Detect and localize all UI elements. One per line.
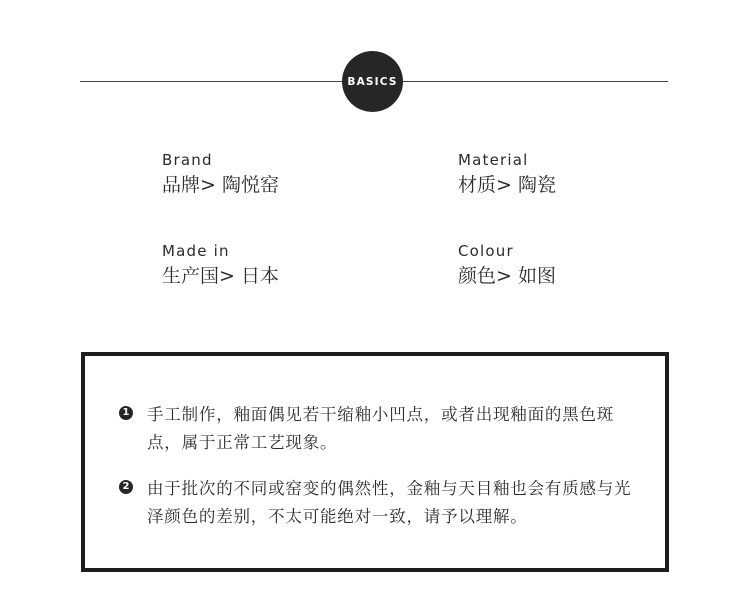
spec-brand-label: Brand bbox=[162, 151, 213, 169]
spec-colour-label: Colour bbox=[458, 242, 514, 260]
spec-material bbox=[458, 151, 556, 196]
notice-box bbox=[81, 352, 669, 572]
notice-item bbox=[119, 401, 639, 457]
spec-made-in-value: 生产国> 日本 bbox=[162, 265, 279, 287]
notice-item bbox=[119, 475, 639, 531]
spec-brand-value: 品牌> 陶悦窑 bbox=[162, 174, 279, 196]
basics-badge-label: BASICS bbox=[347, 75, 398, 88]
notice-item-text: 由于批次的不同或窑变的偶然性，金釉与天目釉也会有质感与光泽颜色的差别，不太可能绝对一致，请予以理解。 bbox=[147, 479, 632, 526]
spec-made-in bbox=[162, 242, 279, 287]
notice-item-text: 手工制作，釉面偶见若干缩釉小凹点，或者出现釉面的黑色斑点，属于正常工艺现象。 bbox=[147, 405, 615, 452]
spec-colour bbox=[458, 242, 556, 287]
spec-material-value: 材质> 陶瓷 bbox=[458, 174, 556, 196]
basics-badge bbox=[342, 51, 403, 112]
spec-material-label: Material bbox=[458, 151, 529, 169]
number-one-icon: 1 bbox=[119, 406, 133, 420]
spec-brand bbox=[162, 151, 279, 196]
spec-made-in-label: Made in bbox=[162, 242, 230, 260]
spec-colour-value: 颜色> 如图 bbox=[458, 265, 556, 287]
number-two-icon: 2 bbox=[119, 480, 133, 494]
